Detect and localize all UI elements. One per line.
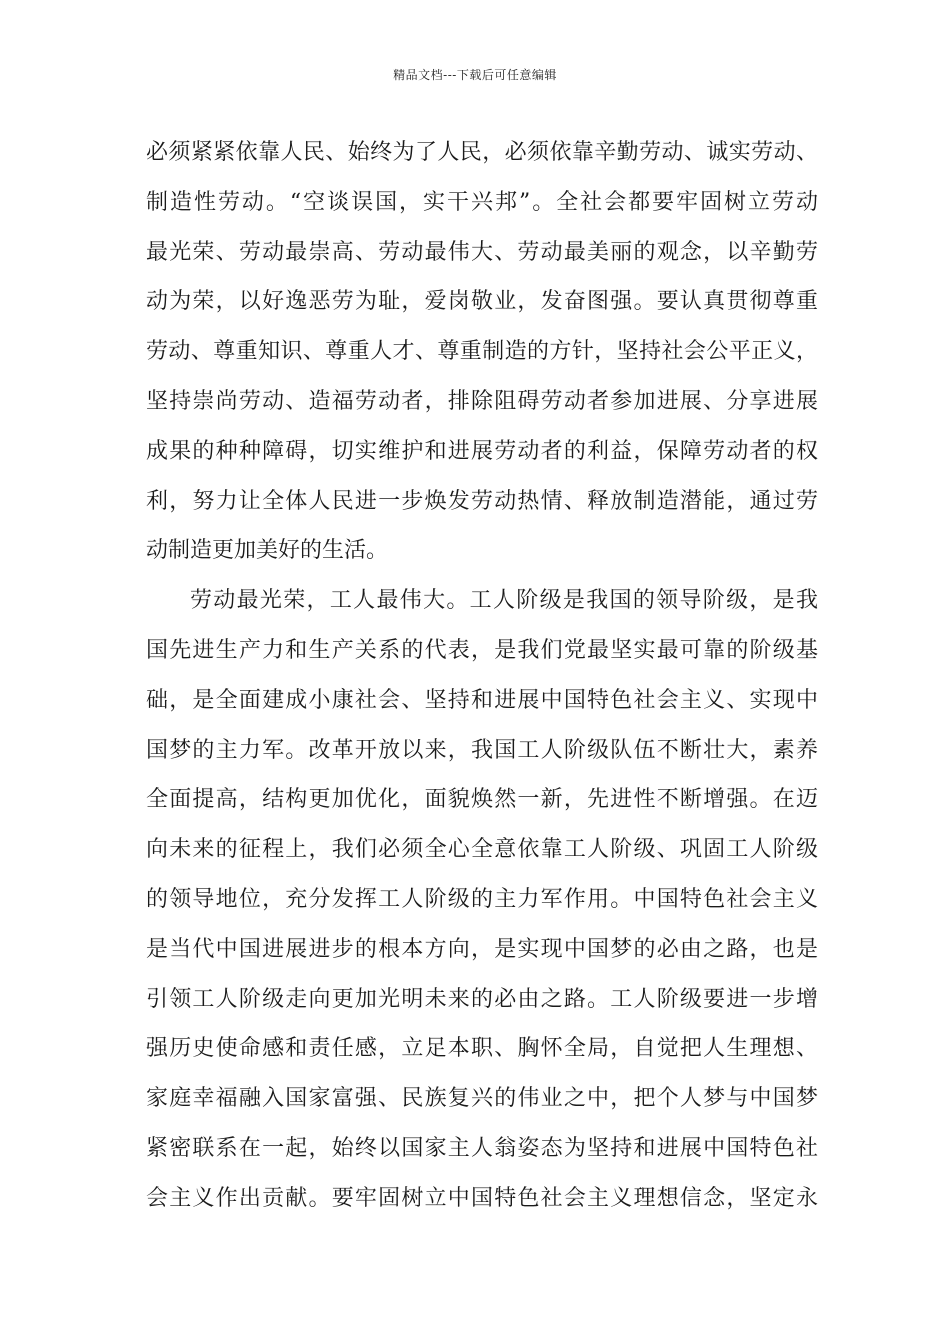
text-line: 必须紧紧依靠人民、始终为了人民，必须依靠辛勤劳动、诚实劳动、	[146, 140, 818, 165]
text-line: 引领工人阶级走向更加光明未来的必由之路。工人阶级要进一步增	[146, 986, 818, 1012]
document-body	[146, 128, 818, 1224]
text-line: 利，努力让全体人民进一步焕发劳动热情、释放制造潜能，通过劳	[146, 488, 818, 514]
text-line: 国先进生产力和生产关系的代表，是我们党最坚实最可靠的阶级基	[146, 637, 818, 663]
text-line: 劳动最光荣，工人最伟大。工人阶级是我国的领导阶级，是我	[190, 588, 818, 614]
text-line: 成果的种种障碍，切实维护和进展劳动者的利益，保障劳动者的权	[146, 438, 818, 464]
paragraph-1	[146, 128, 818, 576]
page-header: 精品文档---下载后可任意编辑	[393, 68, 557, 82]
text-line: 坚持崇尚劳动、造福劳动者，排除阻碍劳动者参加进展、分享进展	[146, 388, 818, 414]
text-line: 家庭幸福融入国家富强、民族复兴的伟业之中，把个人梦与中国梦	[146, 1086, 818, 1112]
text-line: 国梦的主力军。改革开放以来，我国工人阶级队伍不断壮大，素养	[146, 737, 818, 763]
text-line: 础，是全面建成小康社会、坚持和进展中国特色社会主义、实现中	[146, 687, 818, 713]
text-line: 全面提高，结构更加优化，面貌焕然一新，先进性不断增强。在迈	[146, 787, 818, 813]
text-line: 劳动、尊重知识、尊重人才、尊重制造的方针，坚持社会公平正义，	[146, 339, 818, 365]
text-line: 是当代中国进展进步的根本方向，是实现中国梦的必由之路，也是	[146, 936, 818, 962]
paragraph-2	[146, 576, 818, 1223]
text-line: 制造性劳动。“空谈误国，实干兴邦”。全社会都要牢固树立劳动	[146, 189, 818, 215]
text-line: 最光荣、劳动最崇高、劳动最伟大、劳动最美丽的观念，以辛勤劳	[146, 239, 818, 265]
text-line: 的领导地位，充分发挥工人阶级的主力军作用。中国特色社会主义	[146, 886, 818, 912]
text-line: 会主义作出贡献。要牢固树立中国特色社会主义理想信念，坚定永	[146, 1185, 818, 1211]
text-line: 强历史使命感和责任感，立足本职、胸怀全局，自觉把人生理想、	[146, 1036, 818, 1062]
text-line: 动为荣，以好逸恶劳为耻，爱岗敬业，发奋图强。要认真贯彻尊重	[146, 289, 818, 315]
text-line: 向未来的征程上，我们必须全心全意依靠工人阶级、巩固工人阶级	[146, 837, 818, 863]
text-line: 动制造更加美好的生活。	[146, 538, 389, 564]
text-line: 紧密联系在一起，始终以国家主人翁姿态为坚持和进展中国特色社	[146, 1135, 818, 1161]
